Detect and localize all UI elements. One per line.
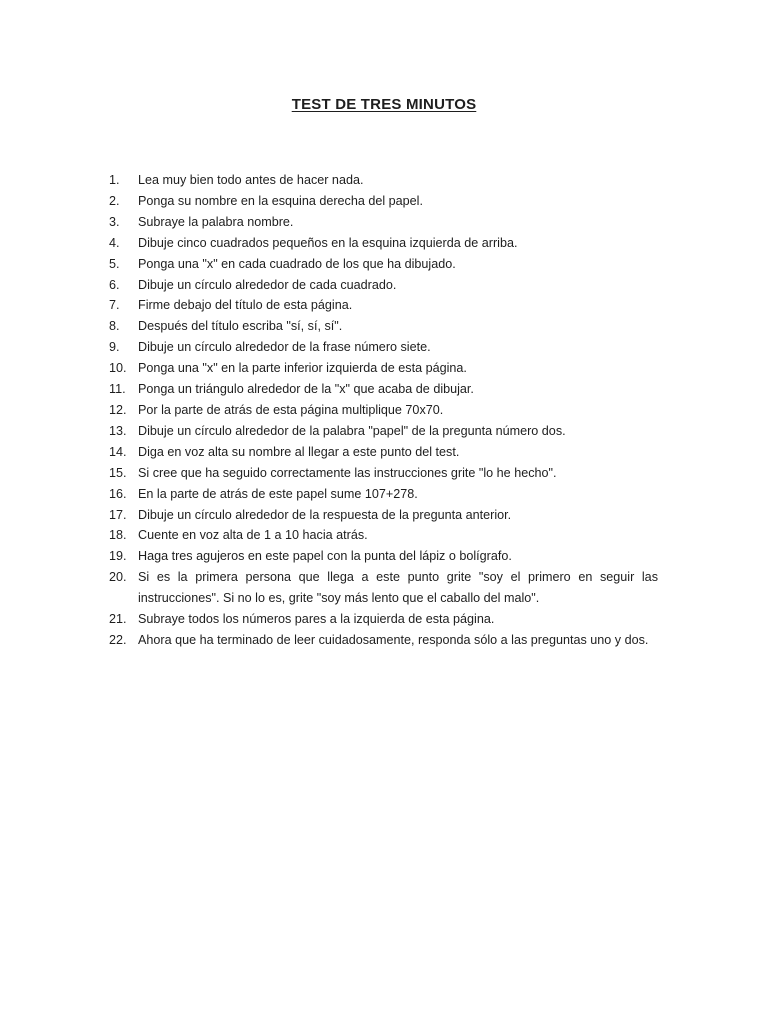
item-text: Ponga su nombre en la esquina derecha del papel. <box>138 193 423 208</box>
item-number: 10. <box>109 361 127 376</box>
item-text: Diga en voz alta su nombre al llegar a este punto del test. <box>138 444 460 459</box>
item-number: 18. <box>109 528 127 543</box>
item-number: 5. <box>109 256 120 271</box>
item-number: 20. <box>109 570 127 585</box>
item-text: Lea muy bien todo antes de hacer nada. <box>138 173 364 187</box>
page-title <box>0 96 768 113</box>
item-text: Dibuje un círculo alrededor de la frase número siete. <box>138 340 431 355</box>
list-item <box>0 295 768 316</box>
item-text: Ponga un triángulo alrededor de la "x" que acaba de dibujar. <box>138 382 474 397</box>
item-number: 3. <box>109 214 120 229</box>
list-item <box>0 233 768 254</box>
list-item <box>0 463 768 484</box>
list-item <box>0 275 768 296</box>
list-item <box>0 630 768 651</box>
item-text: Firme debajo del título de esta página. <box>138 298 353 313</box>
item-text: Si es la primera persona que llega a este punto grite "soy el primero en seguir las instrucciones". Si no lo es, grite "soy más lento que el caballo del malo". <box>138 570 658 606</box>
item-number: 6. <box>109 277 120 292</box>
item-number: 12. <box>109 402 127 417</box>
list-item <box>0 358 768 379</box>
list-item <box>0 525 768 546</box>
item-number: 21. <box>109 612 127 627</box>
item-number: 8. <box>109 319 120 334</box>
list-item <box>0 254 768 275</box>
item-text: Ahora que ha terminado de leer cuidadosamente, responda sólo a las preguntas uno y dos. <box>138 632 649 647</box>
list-item <box>0 191 768 212</box>
list-item <box>0 609 768 630</box>
item-text: Después del título escriba "sí, sí, sí". <box>138 319 343 334</box>
instruction-list <box>0 170 768 651</box>
item-text: En la parte de atrás de este papel sume 107+278. <box>138 486 418 501</box>
item-text: Dibuje un círculo alrededor de cada cuadrado. <box>138 277 397 292</box>
item-text: Dibuje un círculo alrededor de la respuesta de la pregunta anterior. <box>138 507 512 522</box>
list-item <box>0 484 768 505</box>
list-item <box>0 567 768 609</box>
list-item <box>0 505 768 526</box>
item-text: Subraye la palabra nombre. <box>138 214 294 229</box>
item-number: 4. <box>109 235 120 250</box>
item-number: 9. <box>109 340 120 355</box>
list-item <box>0 379 768 400</box>
item-text: Por la parte de atrás de esta página multiplique 70x70. <box>138 402 444 417</box>
item-number: 11. <box>109 382 126 397</box>
item-number: 22. <box>109 632 127 647</box>
list-item <box>0 316 768 337</box>
list-item <box>0 421 768 442</box>
list-item <box>0 170 768 191</box>
list-item <box>0 212 768 233</box>
item-number: 2. <box>109 193 120 208</box>
list-item <box>0 442 768 463</box>
page-title-text: TEST DE TRES MINUTOS <box>291 96 477 113</box>
item-number: 16. <box>109 486 127 501</box>
list-item <box>0 546 768 567</box>
item-number: 13. <box>109 423 127 438</box>
list-item <box>0 337 768 358</box>
item-number: 7. <box>109 298 120 313</box>
item-number: 1. <box>109 173 120 187</box>
item-text: Dibuje un círculo alrededor de la palabra "papel" de la pregunta número dos. <box>138 423 566 438</box>
item-number: 17. <box>109 507 127 522</box>
item-text: Subraye todos los números pares a la izquierda de esta página. <box>138 612 495 627</box>
item-text: Cuente en voz alta de 1 a 10 hacia atrás. <box>138 528 368 543</box>
list-item <box>0 400 768 421</box>
item-text: Ponga una "x" en cada cuadrado de los que ha dibujado. <box>138 256 456 271</box>
item-text: Si cree que ha seguido correctamente las instrucciones grite "lo he hecho". <box>138 465 557 480</box>
item-text: Dibuje cinco cuadrados pequeños en la esquina izquierda de arriba. <box>138 235 518 250</box>
item-number: 14. <box>109 444 127 459</box>
item-text: Haga tres agujeros en este papel con la punta del lápiz o bolígrafo. <box>138 549 512 564</box>
item-number: 15. <box>109 465 127 480</box>
item-text: Ponga una "x" en la parte inferior izquierda de esta página. <box>138 361 467 376</box>
item-number: 19. <box>109 549 127 564</box>
